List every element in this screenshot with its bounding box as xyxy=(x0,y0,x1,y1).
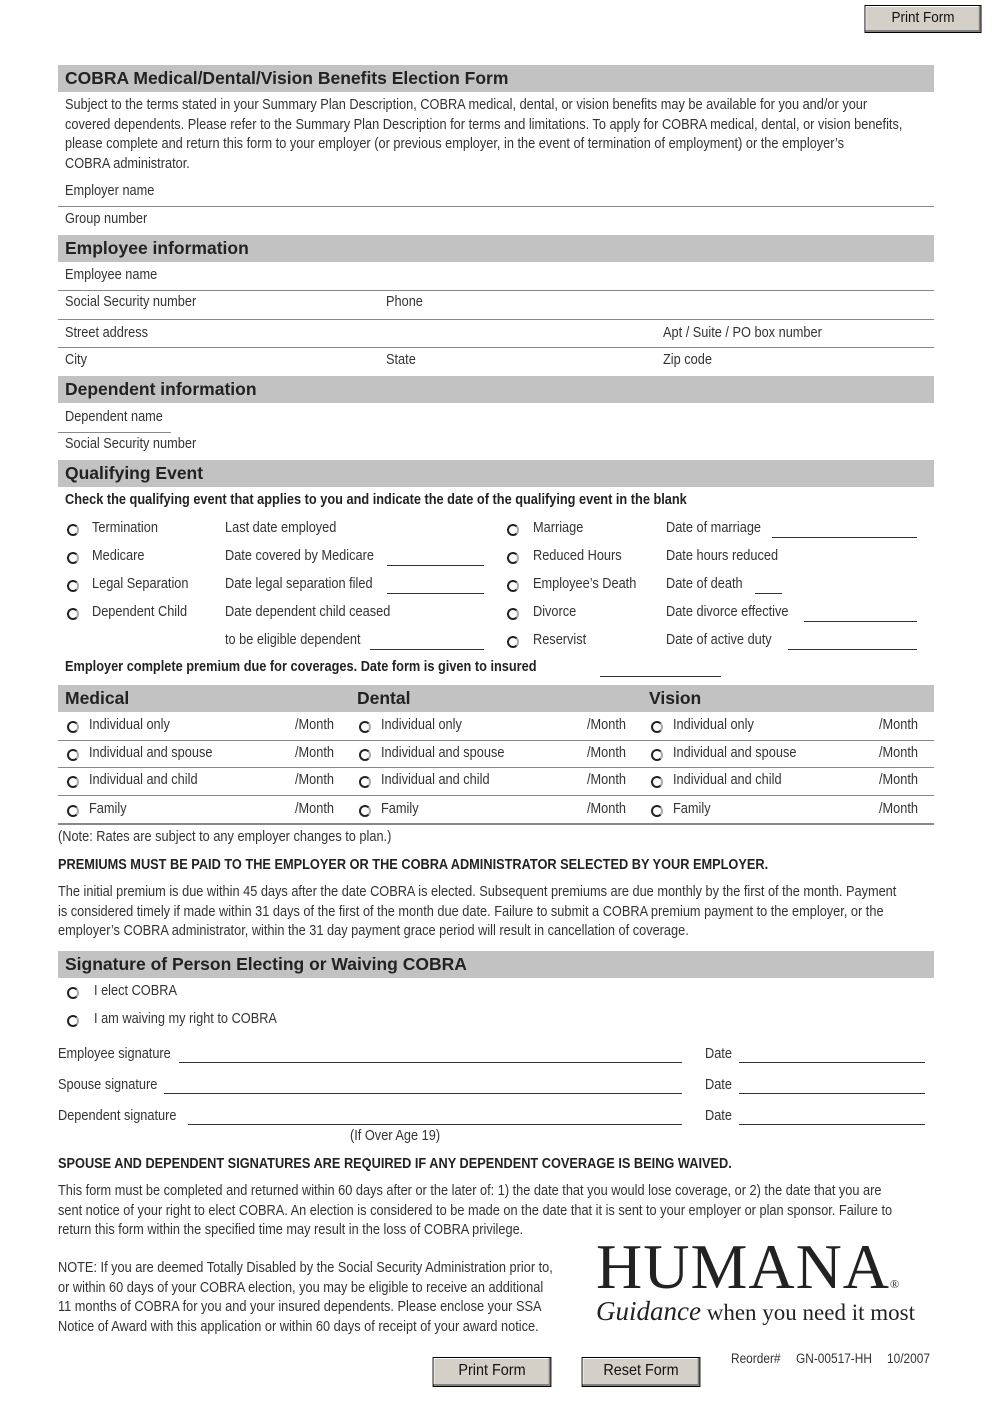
employer-name-label: Employer name xyxy=(65,183,155,199)
dental-option: Individual and child xyxy=(381,772,490,788)
event-divorce: Divorce xyxy=(533,604,577,620)
disabled-note: NOTE: If you are deemed Totally Disabled by the Social Security Administration prior to, or within 60 days of your COBRA election, you may be eligible to receive an additional 11 months of COBRA for you and your insured dependents. Please enclose your SSA Notice of Award with this application or within 60 days of receipt of your award notice. xyxy=(58,1260,553,1335)
dependent-name-label: Dependent name xyxy=(65,409,163,425)
phone-label: Phone xyxy=(386,294,423,310)
per-month: /Month xyxy=(879,745,919,761)
dependent-signature-label: Dependent signature xyxy=(58,1108,177,1124)
humana-logo: HUMANA® xyxy=(596,1231,901,1302)
radio-medical-spouse[interactable] xyxy=(67,749,79,761)
radio-vision-spouse[interactable] xyxy=(651,749,663,761)
spouse-signature-label: Spouse signature xyxy=(58,1077,158,1093)
per-month: /Month xyxy=(879,801,919,817)
qualifying-event-heading: Qualifying Event xyxy=(58,460,934,487)
date-label: Date xyxy=(705,1077,732,1093)
waive-cobra-label: I am waiving my right to COBRA xyxy=(94,1011,277,1027)
per-month: /Month xyxy=(587,717,627,733)
return-text: This form must be completed and returned within 60 days after or the later of: 1) the date that you would lose coverage, or 2) the date that you are sent notice of your right to elect COBRA. An election is considered to be made on the date that it is sent to your employer or plan sponsor. Failure to return this form within the specified time may result in the loss of COBRA privilege. xyxy=(58,1183,893,1238)
coverage-heading-bar xyxy=(58,685,934,712)
date-label-dependent-child: Date dependent child ceased xyxy=(225,604,391,620)
date-label-medicare: Date covered by Medicare xyxy=(225,548,374,564)
divider xyxy=(58,795,934,796)
date-field-medicare[interactable] xyxy=(387,565,484,566)
apt-label: Apt / Suite / PO box number xyxy=(663,325,822,341)
vision-heading: Vision xyxy=(649,688,702,708)
divider xyxy=(58,740,934,741)
state-label: State xyxy=(386,352,416,368)
radio-marriage[interactable] xyxy=(507,524,519,536)
employee-name-label: Employee name xyxy=(65,267,158,283)
ssn-phone-field[interactable] xyxy=(58,319,934,320)
vision-option: Family xyxy=(673,801,711,817)
radio-dental-spouse[interactable] xyxy=(359,749,371,761)
dental-option: Individual and spouse xyxy=(381,745,505,761)
date-field-legal-separation[interactable] xyxy=(387,593,484,594)
radio-termination[interactable] xyxy=(67,524,79,536)
event-reduced-hours: Reduced Hours xyxy=(533,548,622,564)
radio-dental-family[interactable] xyxy=(359,805,371,817)
reset-form-button[interactable]: Reset Form xyxy=(582,1357,701,1387)
radio-medical-child[interactable] xyxy=(67,776,79,788)
radio-dental-individual[interactable] xyxy=(359,721,371,733)
reorder-label: Reorder# xyxy=(731,1351,781,1366)
over-age-note: (If Over Age 19) xyxy=(350,1128,441,1144)
qualifying-instruction: Check the qualifying event that applies to you and indicate the date of the qualifying event in the blank xyxy=(65,492,687,508)
employee-info-heading: Employee information xyxy=(58,235,934,262)
vision-option: Individual only xyxy=(673,717,754,733)
date-label-divorce: Date divorce effective xyxy=(666,604,789,620)
date-field-reservist[interactable] xyxy=(788,649,917,650)
city-label: City xyxy=(65,352,87,368)
event-termination: Termination xyxy=(92,520,158,536)
radio-divorce[interactable] xyxy=(507,608,519,620)
per-month: /Month xyxy=(295,745,335,761)
event-marriage: Marriage xyxy=(533,520,584,536)
vision-option: Individual and spouse xyxy=(673,745,797,761)
humana-tagline: Guidance when you need it most xyxy=(596,1296,915,1326)
dental-option: Family xyxy=(381,801,419,817)
premiums-heading: PREMIUMS MUST BE PAID TO THE EMPLOYER OR THE COBRA ADMINISTRATOR SELECTED BY YOUR EMPLOYER. xyxy=(58,857,769,873)
radio-medicare[interactable] xyxy=(67,552,79,564)
event-medicare: Medicare xyxy=(92,548,145,564)
date-label-marriage: Date of marriage xyxy=(666,520,762,536)
radio-vision-individual[interactable] xyxy=(651,721,663,733)
date-label-reduced-hours: Date hours reduced xyxy=(666,548,779,564)
intro-text: Subject to the terms stated in your Summary Plan Description, COBRA medical, dental, or vision benefits may be available for you and/or your covered dependents. Please refer to the Summary Plan Description for terms and limitations. To apply for COBRA medical, dental, or vision benefits, please complete and return this form to your employer (or previous employer, in the event of termination of employment) or the employer’s COBRA administrator. xyxy=(65,97,903,172)
date-label-dependent-child-cont: to be eligible dependent xyxy=(225,632,361,648)
signature-heading: Signature of Person Electing or Waiving COBRA xyxy=(58,951,934,978)
required-heading: SPOUSE AND DEPENDENT SIGNATURES ARE REQUIRED IF ANY DEPENDENT COVERAGE IS BEING WAIVED. xyxy=(58,1156,732,1172)
date-label-reservist: Date of active duty xyxy=(666,632,772,648)
elect-cobra-label: I elect COBRA xyxy=(94,983,177,999)
event-dependent-child: Dependent Child xyxy=(92,604,188,620)
employee-date-field[interactable] xyxy=(739,1062,925,1063)
radio-elect-cobra[interactable] xyxy=(67,987,79,999)
dependent-date-field[interactable] xyxy=(739,1124,925,1125)
premiums-text: The initial premium is due within 45 days after the date COBRA is elected. Subsequent premiums are due monthly by the first of the month. Payment is considered timely if made within 31 days of the first of the month due date. Failure to submit a COBRA premium payment to the employer, or the employer’s COBRA administrator, within the 31 day payment grace period will result in cancellation of coverage. xyxy=(58,884,897,939)
employer-name-field[interactable] xyxy=(58,206,934,207)
rates-note: (Note: Rates are subject to any employer changes to plan.) xyxy=(58,829,392,845)
vision-option: Individual and child xyxy=(673,772,782,788)
date-label: Date xyxy=(705,1108,732,1124)
group-number-label: Group number xyxy=(65,211,148,227)
medical-option: Individual and child xyxy=(89,772,198,788)
event-reservist: Reservist xyxy=(533,632,587,648)
date-label-legal-separation: Date legal separation filed xyxy=(225,576,373,592)
spouse-signature-field[interactable] xyxy=(164,1093,682,1094)
registered-mark: ® xyxy=(890,1277,901,1291)
per-month: /Month xyxy=(879,717,919,733)
date-label: Date xyxy=(705,1046,732,1062)
event-employees-death: Employee’s Death xyxy=(533,576,637,592)
zip-label: Zip code xyxy=(663,352,712,368)
per-month: /Month xyxy=(295,772,335,788)
street-label: Street address xyxy=(65,325,148,341)
radio-vision-family[interactable] xyxy=(651,805,663,817)
per-month: /Month xyxy=(295,801,335,817)
event-legal-separation: Legal Separation xyxy=(92,576,189,592)
street-field[interactable] xyxy=(58,347,934,348)
medical-option: Family xyxy=(89,801,127,817)
date-form-given-field[interactable] xyxy=(600,676,721,677)
form-title: COBRA Medical/Dental/Vision Benefits Election Form xyxy=(58,65,934,92)
radio-vision-child[interactable] xyxy=(651,776,663,788)
dependent-name-field[interactable] xyxy=(58,432,171,433)
dependent-info-heading: Dependent information xyxy=(58,376,934,403)
radio-reduced-hours[interactable] xyxy=(507,552,519,564)
medical-option: Individual only xyxy=(89,717,170,733)
divider xyxy=(58,767,934,768)
medical-heading: Medical xyxy=(65,688,130,708)
dental-heading: Dental xyxy=(357,688,411,708)
date-field-marriage[interactable] xyxy=(772,537,917,538)
employee-name-field[interactable] xyxy=(58,290,934,291)
employer-note: Employer complete premium due for coverages. Date form is given to insured xyxy=(65,659,537,675)
divider xyxy=(58,823,934,825)
radio-dependent-child[interactable] xyxy=(67,608,79,620)
reorder-date: 10/2007 xyxy=(887,1351,930,1366)
per-month: /Month xyxy=(587,745,627,761)
medical-option: Individual and spouse xyxy=(89,745,213,761)
print-form-button-top[interactable]: Print Form xyxy=(865,5,982,33)
per-month: /Month xyxy=(587,801,627,817)
date-field-dependent-child[interactable] xyxy=(370,649,484,650)
date-field-employees-death[interactable] xyxy=(755,593,782,594)
employee-signature-field[interactable] xyxy=(179,1062,682,1063)
employee-ssn-label: Social Security number xyxy=(65,294,197,310)
dependent-ssn-label: Social Security number xyxy=(65,436,197,452)
radio-medical-family[interactable] xyxy=(67,805,79,817)
employee-signature-label: Employee signature xyxy=(58,1046,171,1062)
radio-medical-individual[interactable] xyxy=(67,721,79,733)
per-month: /Month xyxy=(587,772,627,788)
date-label-employees-death: Date of death xyxy=(666,576,743,592)
reorder-code: GN-00517-HH xyxy=(796,1351,872,1366)
date-field-divorce[interactable] xyxy=(804,621,917,622)
date-label-termination: Last date employed xyxy=(225,520,337,536)
radio-employees-death[interactable] xyxy=(507,580,519,592)
radio-legal-separation[interactable] xyxy=(67,580,79,592)
dependent-signature-field[interactable] xyxy=(188,1124,682,1125)
dental-option: Individual only xyxy=(381,717,462,733)
spouse-date-field[interactable] xyxy=(739,1093,925,1094)
per-month: /Month xyxy=(879,772,919,788)
radio-waive-cobra[interactable] xyxy=(67,1015,79,1027)
print-form-button-bottom[interactable]: Print Form xyxy=(433,1357,552,1387)
radio-reservist[interactable] xyxy=(507,636,519,648)
per-month: /Month xyxy=(295,717,335,733)
radio-dental-child[interactable] xyxy=(359,776,371,788)
